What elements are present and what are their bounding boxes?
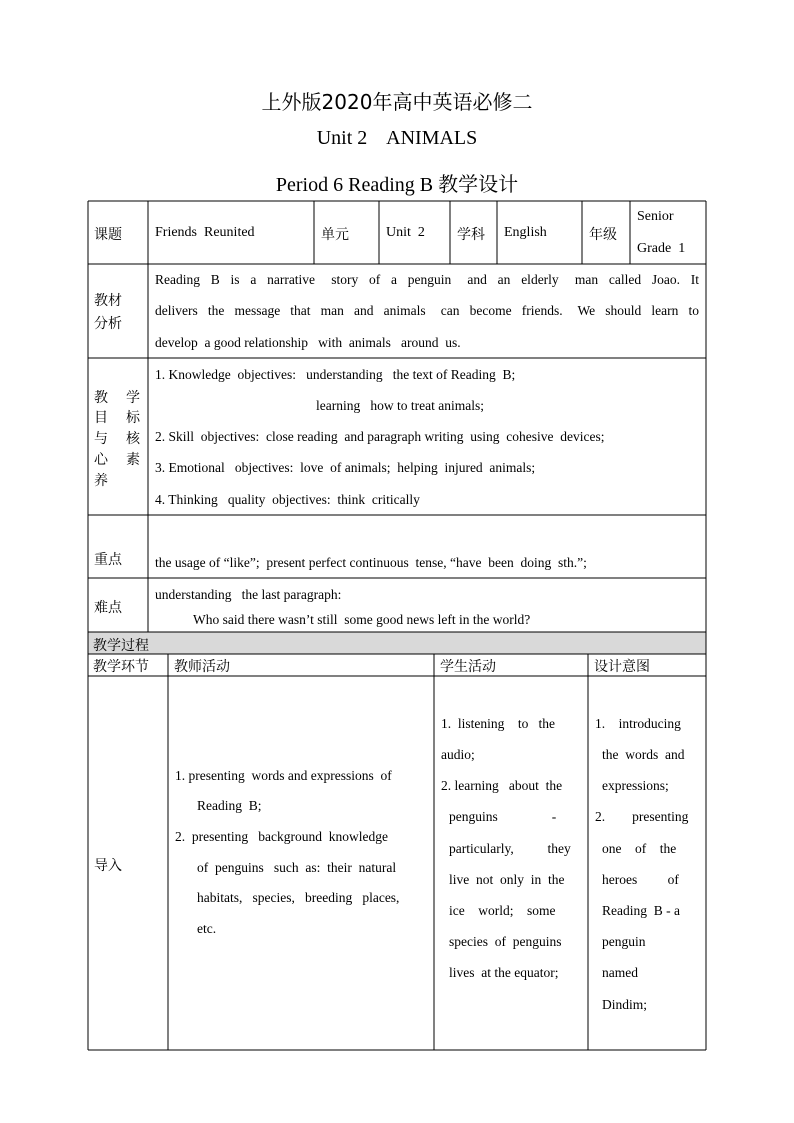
objectives-label-char: 素	[126, 452, 140, 468]
objectives-label-char: 养	[94, 473, 108, 489]
teacher-activity-line: of penguins such as: their natural	[197, 860, 397, 875]
topic-label: 课题	[94, 227, 122, 243]
process-section-title: 教学过程	[93, 638, 149, 654]
grade-label: 年级	[589, 227, 617, 243]
objective-skill: 2. Skill objectives: close reading and paragraph writing using cohesive devices;	[155, 429, 605, 444]
student-activity-line: audio;	[441, 747, 475, 762]
intent-line: 2. presenting	[595, 809, 689, 824]
teacher-activity-line: etc.	[197, 921, 217, 936]
analysis-label-2: 分析	[94, 316, 122, 332]
analysis-line-2: delivers the message that man and animals can become friends. We should learn to	[155, 303, 699, 318]
intent-line: the words and	[602, 747, 685, 762]
key-point-text: the usage of “like”; present perfect continuous tense, “have been doing sth.”;	[155, 555, 587, 570]
student-activity-line: 2. learning about the	[441, 778, 563, 793]
objective-thinking: 4. Thinking quality objectives: think critically	[155, 492, 420, 507]
teacher-activity-line: habitats, species, breeding places,	[197, 890, 400, 905]
intent-line: 1. introducing	[595, 716, 681, 731]
stage-lead-in: 导入	[94, 858, 122, 874]
student-activity-line: lives at the equator;	[449, 965, 559, 980]
document-title: 上外版2020年高中英语必修二	[261, 90, 533, 114]
intent-line: heroes of	[602, 872, 679, 887]
objectives-label-char: 目	[94, 410, 108, 426]
student-activity-line: 1. listening to the	[441, 716, 555, 731]
difficulty-line-1: understanding the last paragraph:	[155, 587, 342, 602]
header-stage: 教学环节	[93, 659, 149, 675]
analysis-line-1: Reading B is a narrative story of a penguin and an elderly man called Joao. It	[155, 272, 699, 287]
grade-value-line2: Grade 1	[637, 241, 686, 256]
teacher-activity-line: 2. presenting background knowledge	[175, 829, 388, 844]
student-activity-line: live not only in the	[449, 872, 565, 887]
objectives-label-char: 与	[94, 431, 108, 447]
intent-line: named	[602, 965, 638, 980]
objectives-label-char: 心	[94, 452, 108, 468]
header-student: 学生活动	[440, 659, 496, 675]
grade-value-line1: Senior	[637, 209, 674, 224]
subject-value: English	[504, 225, 547, 240]
teacher-activity-line: Reading B;	[197, 798, 262, 813]
objectives-label-char: 核	[126, 431, 140, 447]
student-activity-line: penguins -	[449, 809, 557, 824]
difficulty-line-2: Who said there wasn’t still some good news left in the world?	[193, 612, 531, 627]
unit-value: Unit 2	[386, 225, 425, 240]
difficulty-label: 难点	[94, 600, 122, 616]
objective-emotional: 3. Emotional objectives: love of animals; helping injured animals;	[155, 460, 536, 475]
objectives-label-char: 教	[94, 390, 108, 406]
unit-label: 单元	[321, 227, 349, 243]
student-activity-line: species of penguins	[449, 934, 562, 949]
objectives-label-char: 标	[126, 410, 140, 426]
analysis-line-3: develop a good relationship with animals around us.	[155, 335, 461, 350]
teacher-activity-line: 1. presenting words and expressions of	[175, 768, 392, 783]
period-title: Period 6 Reading B 教学设计	[275, 174, 519, 196]
objective-knowledge-2: learning how to treat animals;	[316, 398, 484, 413]
subject-label: 学科	[457, 227, 485, 243]
student-activity-line: ice world; some	[449, 903, 556, 918]
key-point-label: 重点	[94, 552, 122, 568]
intent-line: penguin	[602, 934, 646, 949]
intent-line: Dindim;	[602, 997, 648, 1012]
topic-value: Friends Reunited	[155, 225, 255, 240]
header-teacher: 教师活动	[174, 659, 230, 675]
student-activity-line: particularly, they	[449, 841, 571, 856]
analysis-label-1: 教材	[94, 293, 122, 309]
intent-line: one of the	[602, 841, 677, 856]
intent-line: expressions;	[602, 778, 669, 793]
unit-title: Unit 2 ANIMALS	[316, 127, 478, 149]
objectives-label-char: 学	[126, 390, 140, 406]
intent-line: Reading B - a	[602, 903, 680, 918]
objective-knowledge: 1. Knowledge objectives: understanding the text of Reading B;	[155, 367, 516, 382]
header-intent: 设计意图	[594, 659, 650, 675]
